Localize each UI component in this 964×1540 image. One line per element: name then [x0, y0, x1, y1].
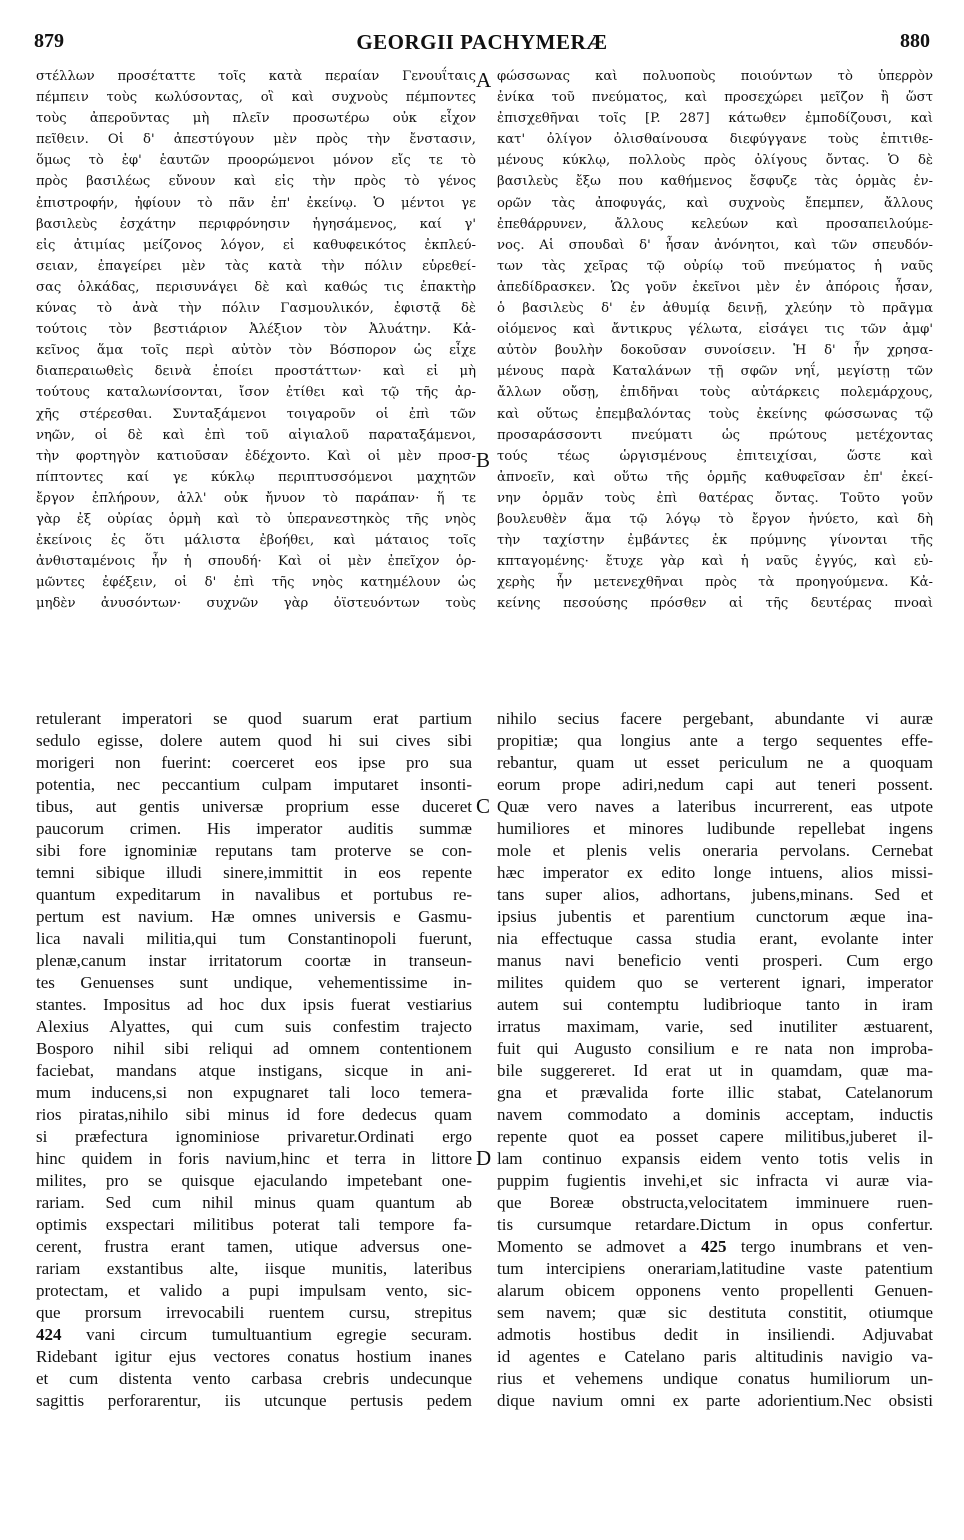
text-line: βασιλεὺς ἐσχάτην περιφρόνησιν ἡγησάμενος, καί γ' [36, 216, 476, 232]
text-line: rariam exstantibus alte, iisque munitis, lateribus [36, 1259, 472, 1278]
text-line: manus navi beneficio venti prosperi. Cum ergo [497, 951, 933, 970]
text-line: tibus, aut gentis universæ proprium esse duceret [36, 797, 472, 816]
text-line: tum intercipiens onerariam,latitudine vaste patentium [497, 1259, 933, 1278]
text-line: irratus maximam, varie, sed inutiliter æstuarent, [497, 1017, 933, 1036]
text-line: morigeri non fuerint: coerceret eos ipse pro sua [36, 753, 472, 772]
text-line: rebantur, quam ut esset periculum ne a quoquam [497, 753, 933, 772]
greek-text-left-column [36, 66, 476, 614]
latin-translation-right-column [497, 708, 933, 1412]
section-marker-c: C [476, 794, 491, 818]
margin-reference-number: 425 [700, 1237, 727, 1256]
text-line: nia effectuque cassa studia erant, evolante inter [497, 929, 933, 948]
text-line: ipsius jubentis et parentium cunctorum æque ina- [497, 907, 933, 926]
right-page-number: 880 [900, 30, 930, 52]
text-line: temni sibique illudi sinere,immittit in eos repente [36, 863, 472, 882]
text-line: et cum distenta vento carbasa crebris undecunque [36, 1369, 472, 1388]
text-line: paucorum crimen. His imperator auditis summæ [36, 819, 472, 838]
text-line: autem sui contemptu ludibrioque tanto in iram [497, 995, 933, 1014]
text-line: faciebat, mandans atque instigans, sicque in ani- [36, 1061, 472, 1080]
text-line: rius et vehemens undique conatus humiliorum un- [497, 1369, 933, 1388]
text-line: αὐτὸν βουλὴν δοκοῦσαν συνοίσειν. Ἡ δ' ἦν χρησα- [497, 343, 933, 359]
text-line: navem commodato a dominis acceptam, inductis [497, 1105, 933, 1124]
text-line: mum inducens,si non expugnaret tali loco temera- [36, 1083, 472, 1102]
section-marker-a: A [476, 68, 492, 92]
text-line: διαπεραιωθεὶς δεινὰ ἐποίει προστάττων· καὶ εἰ μὴ [36, 364, 476, 380]
text-line: ἔργον ἐπλήρουν, ἀλλ' οὐκ ἤνυον τὸ παράπαν· ἥ τε [36, 490, 476, 506]
text-line: tes Genuenses sunt undique, vehementissime in- [36, 973, 472, 992]
text-line: ὁ βασιλεὺς δ' ἐν ἀθυμίᾳ δεινῇ, χλεύην τὸ πρᾶγμα [497, 301, 933, 317]
text-line: τούτοις τὸν βεστιάριον Ἀλέξιον τὸν Ἀλυάτην. Κἀ- [36, 322, 476, 338]
text-line: fuit qui Augusto consilium e re nata non improba- [497, 1039, 933, 1058]
text-line: ἐπιστροφήν, ἠφίουν τὸ πᾶν ἐπ' ἐκείνῳ. Ὁ μέντοι γε [36, 195, 476, 211]
text-line: protectam, et valido a pupi impulsam vento, sic- [36, 1281, 472, 1300]
text-line: milites, pro se quisque ejaculando impetebant one- [36, 1171, 472, 1190]
text-line: σειαν, ἐπαγείρει μὲν τὰς κατὰ τὴν πόλιν εὑρεθεί- [36, 258, 476, 274]
text-line: optimis exspectari militibus poterat tali tempore fa- [36, 1215, 472, 1234]
text-line: lam continuo expansis eidem vento totis velis in [497, 1149, 933, 1168]
text-line: κείνης πεσούσης πρόσθεν αἱ τῆς δευτέρας πνοαὶ [497, 596, 933, 612]
text-line: pertum est navium. Hæ omnes universis e Gasmu- [36, 907, 472, 926]
running-title: GEORGII PACHYMERÆ [356, 30, 608, 54]
text-line: potentia, nec peccantium culpam imputaret insonti- [36, 775, 472, 794]
text-line: προσαράσσοντι πνεύματι ὡς πρώτους μετέχοντας [497, 427, 933, 443]
text-line: admotis hostibus dedit in insiliendi. Adjuvabat [497, 1325, 933, 1344]
text-line: μηδὲν ἀνυσόντων· συχνῶν γὰρ ὀϊστευόντων τοὺς [36, 596, 476, 612]
text-line: Bosporo nihil sibi reliqui ad omnem contentionem [36, 1039, 472, 1058]
text-line: Quæ vero naves a lateribus incurrerent, eas utpote [497, 797, 933, 816]
text-line: Alexius Alyattes, qui cum suis confestim trajecto [36, 1017, 472, 1036]
text-line: dique navium omni ex parte adorientium.Nec obsisti [497, 1391, 933, 1410]
text-line: γὰρ ἐξ οὐρίας ὁρμὴ καὶ τὸ ὑπερανεστηκὸς τῆς νηὸς [36, 511, 476, 527]
text-line: cerent, frustra erant tamen, utique adversus one- [36, 1237, 472, 1256]
text-line: τοὺς ἀπεροῦντας μὴ πλεῖν προσωτέρω οὐκ εἶχον [36, 111, 476, 127]
text-line: hæc imperator ex edito longe intuens, alios missi- [497, 863, 933, 882]
text-line: τούτους καταλωνίσονται, ἴσον ἐτίθει καὶ τῷ τῆς ἀρ- [36, 385, 476, 401]
text-line: gna et prævalida forte illic stabat, Catelanorum [497, 1083, 933, 1102]
text-line: κύνας τὸ ἀνὰ τὴν πόλιν Γασμουλικόν, ἐφιστᾷ δὲ [36, 301, 476, 317]
text-line: milites quidem quo se verterent ignari, imperator [497, 973, 933, 992]
text-line: nihilo secius facere pergebant, abundante vi auræ [497, 709, 933, 728]
text-line: sagittis perforarentur, iis utcunque pertusis pedem [36, 1391, 472, 1410]
text-line: ἐνίκα τοῦ πνεύματος, καὶ προσεχώρει μεῖζον ἢ ὥστ [497, 90, 933, 106]
text-line: ἀπνοεῖν, καὶ οὕτω τῆς ὁρμῆς καθυφεῖσαν ἐπ' ἐκεί- [497, 469, 933, 485]
text-line: καὶ οὕτως ἐπεμβαλόντας τοὺς ἐκείνης φώσσωνας τῷ [497, 406, 933, 422]
text-line: τὴν φορτηγὸν κατιοῦσαν ἐδέχοντο. Καὶ οἱ μὲν προσ- [36, 448, 476, 464]
text-line: βουλευθὲν ἅμα τῷ λόγῳ τὸ ἔργον ἠνύετο, καὶ δὴ [497, 511, 933, 527]
text-line: sibi fore ignominiæ reputans tam proterve se con- [36, 841, 472, 860]
text-line: ἀνθισταμένοις ἦν ἡ σπουδή· Καὶ οἱ μὲν ἐπεῖχον ὁρ- [36, 554, 476, 570]
text-line: νηῶν, οἱ δὲ καὶ ἐπὶ τοῦ αἰγιαλοῦ παραταξάμενοι, [36, 427, 476, 443]
text-line: βασιλεὺς ἔξω που καθήμενος ἔσφυζε τὰς ὁρμὰς ἐν- [497, 174, 933, 190]
margin-reference-number: 424 [36, 1325, 62, 1344]
text-line: ὅμως τὸ ἐφ' ἑαυτῶν προορώμενοι μόνον εἴς τε τὸ [36, 153, 476, 169]
text-line: si præfectura ignominiose privaretur.Ordinati ergo [36, 1127, 472, 1146]
text-line: κπταγομένης· ἔτυχε γὰρ καὶ ἡ ναῦς ἐγγύς, καὶ εὐ- [497, 554, 933, 570]
latin-translation-left-column [36, 708, 472, 1412]
left-page-number: 879 [34, 30, 64, 52]
text-line: χῆς στέρεσθαι. Συνταξάμενοι τοιγαροῦν οἱ ἐπὶ τῶν [36, 406, 476, 422]
text-line: πέμπειν τοὺς κωλύσοντας, οἳ καὶ συχνοὺς πέμποντες [36, 90, 476, 106]
text-line: στέλλων προσέταττε τοῖς κατὰ περαίαν Γενουΐταις [36, 69, 476, 84]
text-line: χερὴς ἦν μετενεχθῆναι πρὸς τὰ προηγούμενα. Κἀ- [497, 575, 933, 591]
text-line: ἐπεθάρρυνεν, ἄλλους κελεύων καὶ προσαπειλούμε- [497, 216, 933, 232]
text-line: κατ' ὀλίγον ὀλισθαίνουσα διεφύγγανε τοὺς ἐπιτιθε- [497, 132, 933, 148]
text-line: bile suggereret. Id erat ut in quamdam, quæ ma- [497, 1061, 933, 1080]
greek-text-right-column [497, 66, 933, 614]
text-line: 424 vani circum tumultuantium egregie securam. [36, 1325, 472, 1344]
text-line: mole et plenis velis oneraria pervolans. Cernebat [497, 841, 933, 860]
text-line: κεῖνος ἅμα τοῖς περὶ αὐτὸν τὸν Βόσπορον ὡς εἶχε [36, 343, 476, 359]
text-line: σας ὁλκάδας, περισυνάγει δὲ καὶ καθώς τις ἐπακτὴρ [36, 279, 476, 295]
text-line: propitiæ; qua longius ante a tergo sequentes effe- [497, 731, 933, 750]
text-line: sedulo egisse, dolere autem quod hi sui cives sibi [36, 731, 472, 750]
text-line: eorum prope adiri,nedum capi aut teneri possent. [497, 775, 933, 794]
section-marker-b: B [476, 448, 491, 472]
text-line: Momento se admovet a 425 tergo inumbrans et ven- [497, 1237, 933, 1256]
text-line: εἰς ἀτιμίας μείζονος λόγον, εἰ καθυφεικότος ἐκπλεύ- [36, 237, 476, 253]
text-line: retulerant imperatori se quod suarum erat partium [36, 709, 472, 728]
text-line: τὴν ταχίστην ἐμβάντες ἐκ πρύμνης γίνονται τῆς [497, 533, 933, 549]
text-line: νος. Αἱ σπουδαὶ δ' ἦσαν ἀνόνητοι, καὶ τῶν σπευδόν- [497, 237, 933, 253]
text-line: rios piratas,nihilo sibi minus id fore dedecus quam [36, 1105, 472, 1124]
text-line: humiliores et minores ludibunde repellebat ingens [497, 819, 933, 838]
page-header [34, 30, 930, 60]
text-line: rariam. Sed cum nihil minus quam quantum ab [36, 1193, 472, 1212]
text-line: Ridebant igitur ejus vectores conatus hostium inanes [36, 1347, 472, 1366]
text-line: πίπτοντες καί γε κύκλῳ περιπτυσσόμενοι μαχητῶν [36, 469, 476, 485]
text-line: νην ὁρμᾶν τοὺς ἐπὶ θατέρας ὄντας. Τοῦτο γοῦν [497, 490, 933, 506]
text-line: των τὰς χεῖρας τῷ οὐρίῳ τοῦ πνεύματος ἡ ναῦς [497, 258, 933, 274]
text-line: οἰόμενος καὶ ἄντικρυς γέλωτα, εἰσάγει τις τῶν ἀμφ' [497, 322, 933, 338]
text-line: tis cursumque retardare.Dictum in opus confertur. [497, 1215, 933, 1234]
text-line: repente quot ea posset capere militibus,juberet il- [497, 1127, 933, 1146]
text-line: ἀπεδίδρασκεν. Ὡς γοῦν ἐκεῖνοι μὲν ἐν ἀπόροις ἦσαν, [497, 279, 933, 295]
text-line: tans super alios, adhortans, jubens,minans. Sed et [497, 885, 933, 904]
text-line: sem navem; quæ sic destituta constitit, otiumque [497, 1303, 933, 1322]
text-line: quantum expeditarum in navalibus et portubus re- [36, 885, 472, 904]
text-line: τούς τέως ὡργισμένους ἐπιτειχίσαι, ὥστε καὶ [497, 448, 933, 464]
text-line: hinc quidem in foris navium,hinc et terra in littore [36, 1149, 472, 1168]
text-line: id agentes e Catelano paris altitudinis navigio va- [497, 1347, 933, 1366]
section-marker-d: D [476, 1146, 492, 1170]
text-line: puppim fugientis invehi,et sic infracta vi auræ via- [497, 1171, 933, 1190]
text-line: ορῶν τὰς ἀποφυγάς, καὶ συχνοὺς ἔπεμπεν, ἄλλους [497, 195, 933, 211]
text-line: μένους κύκλῳ, πολλοὺς πρὸς ὀλίγους ὄντας. Ὁ δὲ [497, 153, 933, 169]
text-line: ἄλλων οὔσῃ, ἐπιδῆναι τοὺς αὐτάρκεις πολεμάρχους, [497, 385, 933, 401]
text-line: plenæ,canum instar irritatorum coortæ in transeun- [36, 951, 472, 970]
text-line: lica navali militia,qui tum Constantinopoli fuerunt, [36, 929, 472, 948]
text-line: μένους παρὰ Καταλάνων τῇ σφῶν νηΐ, μεγίστῃ τῶν [497, 364, 933, 380]
text-line: alarum obicem opponens vento propellenti Genuen- [497, 1281, 933, 1300]
text-line: que prorsum irrevocabili ruentem cursu, strepitus [36, 1303, 472, 1322]
text-line: ἐπισχεθῆναι τοῖς [P. 287] κάτωθεν ἐμποδίζουσι, καὶ [497, 111, 933, 127]
text-line: πεῖθειν. Οἱ δ' ἀπεστύγουν μὲν πρὸς τὴν ἔνστασιν, [36, 132, 476, 148]
text-line: ἐκείνοις ἐς ὅτι μάλιστα ἐβοήθει, καὶ μάταιος τοῖς [36, 533, 476, 549]
text-line: φώσσωνας καὶ πολυοποὺς ποιούντων τὸ ὑπερρὸν [497, 69, 933, 84]
text-line: que Boreæ obstructa,velocitatem imminuere ruen- [497, 1193, 933, 1212]
text-line: μῶντες ἐφέξειν, οἱ δ' ἐπὶ τῆς νηὸς κατημέλουν ὡς [36, 575, 476, 591]
text-line: πρὸς βασιλέως εὔνουν καὶ εἰς τὴν πρὸς τὸ γένος [36, 174, 476, 190]
text-line: stantes. Impositus ad hoc dux ipsis fuerat vestiarius [36, 995, 472, 1014]
